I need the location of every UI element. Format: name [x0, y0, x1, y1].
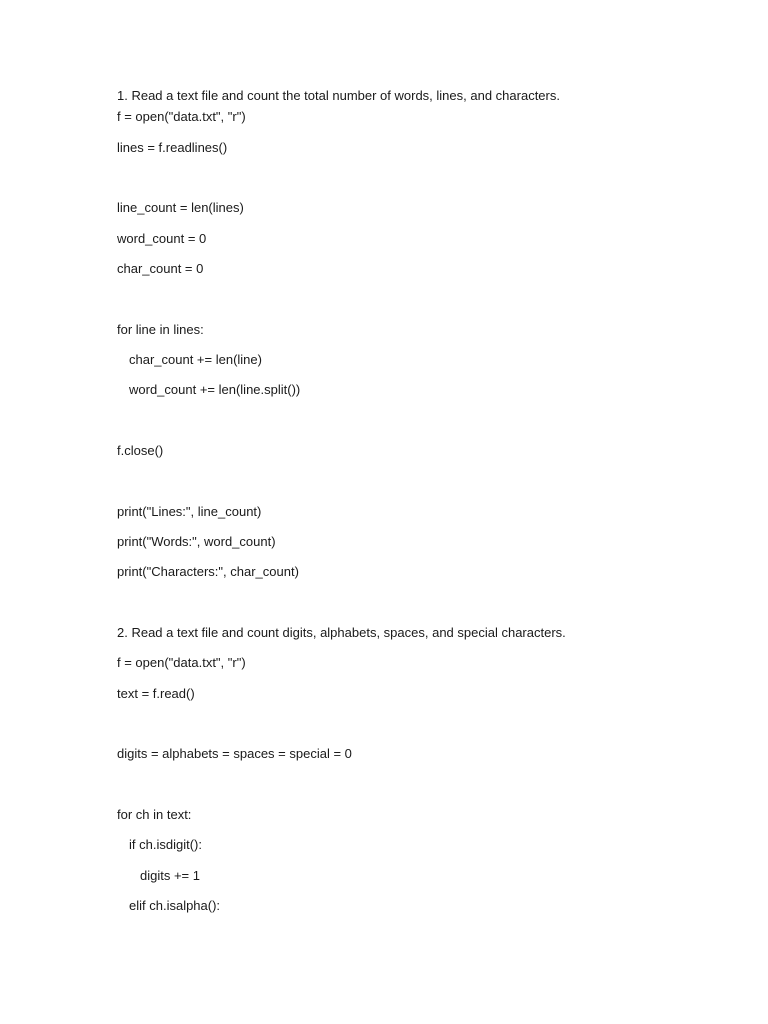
code-line: for ch in text: [117, 807, 192, 822]
code-line: f.close() [117, 443, 164, 458]
code-line: for line in lines: [117, 322, 204, 337]
code-line: line_count = len(lines) [117, 200, 244, 215]
code-line: f = open("data.txt", "r") [117, 109, 246, 124]
code-line: digits = alphabets = spaces = special = 0 [117, 746, 352, 761]
code-line: elif ch.isalpha(): [129, 898, 221, 913]
section-1-heading: 1. Read a text file and count the total number of words, lines, and characters. [117, 88, 560, 103]
code-line: print("Words:", word_count) [117, 534, 276, 549]
code-line: word_count = 0 [117, 231, 207, 246]
code-line: lines = f.readlines() [117, 140, 228, 155]
code-line: f = open("data.txt", "r") [117, 655, 246, 670]
section-2-heading: 2. Read a text file and count digits, alphabets, spaces, and special characters. [117, 625, 566, 640]
code-line: char_count += len(line) [129, 352, 262, 367]
code-line: text = f.read() [117, 686, 195, 701]
code-line: if ch.isdigit(): [129, 837, 202, 852]
code-line: char_count = 0 [117, 261, 204, 276]
code-line: word_count += len(line.split()) [129, 382, 301, 397]
code-line: print("Characters:", char_count) [117, 564, 299, 579]
code-line: print("Lines:", line_count) [117, 504, 262, 519]
code-line: digits += 1 [140, 868, 200, 883]
